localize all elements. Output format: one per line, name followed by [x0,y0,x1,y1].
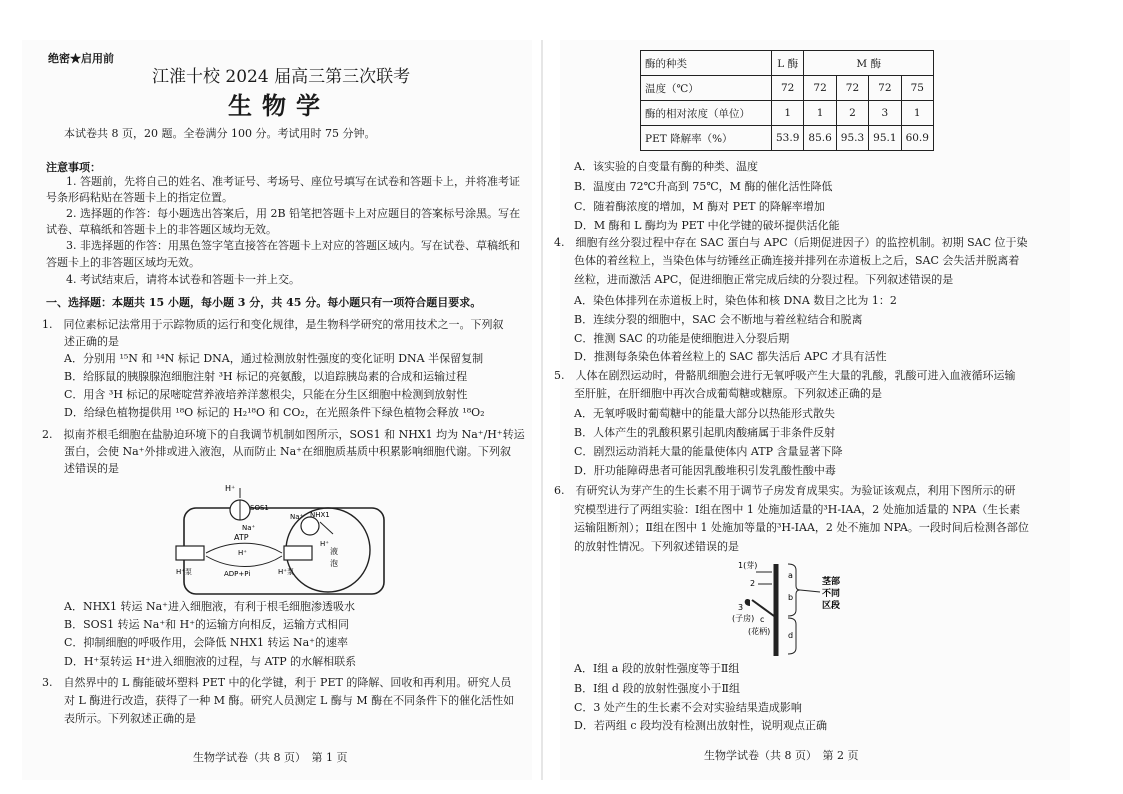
option-line: C．随着酶浓度的增加，M 酶对 PET 的降解率增加 [574,200,825,213]
question-stem: 丝粒，进而激活 APC，促进细胞正常完成后续的分裂过程。下列叙述错误的是 [574,273,954,286]
note-line: 2. 选择题的作答：每小题选出答案后，用 2B 铅笔把答题卡上对应题目的答案标号涂黑。写在 [66,207,521,220]
question-stem: 4. 细胞有丝分裂过程中存在 SAC 蛋白与 APC（后期促进因子）的监控机制。初期 SAC 位于染 [554,236,1028,249]
diagram-label: (花柄) [748,627,771,636]
option-line: C．剧烈运动消耗大量的能量使体内 ATP 含量显著下降 [574,445,843,458]
table-cell: 1 [901,101,933,126]
table-cell: 53.9 [772,126,804,151]
table-cell: L 酶 [772,51,804,76]
diagram-label: SOS1 [250,504,269,512]
table-cell: 95.3 [836,126,868,151]
note-line: 试卷、草稿纸和答题卡上的非答题区域均无效。 [46,223,277,236]
section-heading: 一、选择题：本题共 15 小题，每小题 3 分，共 45 分。每小题只有一项符合题目要求。 [46,296,482,309]
diagram-label: 泡 [330,559,338,568]
question-stem: 对 L 酶进行改造，获得了一种 M 酶。研究人员测定 L 酶与 M 酶在不同条件下的催化活性如 [64,694,515,707]
option-line: A．Ⅰ组 a 段的放射性强度等于Ⅱ组 [574,662,740,675]
question-stem: 蛋白，会使 Na⁺外排或进入液泡，从而防止 Na⁺在细胞质基质中积累影响细胞代谢。下列叙 [64,445,511,458]
option-line: B．Ⅰ组 d 段的放射性强度小于Ⅱ组 [574,682,740,695]
question-stem: 运输阻断剂）；Ⅱ组在图中 1 处施加等量的³H-IAA，2 处不施加 NPA。一段时间后检测各部位 [574,521,1029,534]
option-line: B．连续分裂的细胞中，SAC 会不断地与着丝粒结合和脱离 [574,313,863,326]
table-cell: 3 [869,101,901,126]
table-cell: 温度（℃） [641,76,772,101]
note-line: 4. 考试结束后，请将本试卷和答题卡一并上交。 [66,273,300,286]
diagram-label: 1(芽) [738,561,758,570]
note-line: 3. 非选择题的作答：用黑色签字笔直接答在答题卡上对应的答题区域内。写在试卷、草稿纸和 [66,239,520,252]
diagram-label: 不同 [822,589,841,599]
diagram-label: Na⁺ [290,513,304,521]
diagram-label: 3 [738,603,744,612]
table-row [641,101,934,126]
page-footer: 生物学试卷（共 8 页） 第 2 页 [704,749,859,762]
table-cell: 酶的相对浓度（单位） [641,101,772,126]
diagram-label: (子房) [732,614,755,623]
question-stem: 色体的着丝粒上，当染色体与纺锤丝正确连接并排列在赤道板上之后，SAC 会失活并脱离着 [574,254,1020,267]
question-stem: 的放射性情况。下列叙述错误的是 [574,540,739,553]
diagram-label: 茎部 [822,577,841,587]
table-cell: 72 [836,76,868,101]
diagram-label: H⁺ [320,540,329,548]
diagram-label: ATP [234,533,249,542]
diagram-label: Na⁺ [242,524,256,532]
option-line: C．3 处产生的生长素不会对实验结果造成影响 [574,701,802,714]
question-stem: 至肝脏，在肝细胞中再次合成葡萄糖或糖原。下列叙述正确的是 [574,387,882,400]
note-line: 1. 答题前，先将自己的姓名、准考证号、考场号、座位号填写在试卷和答题卡上，并将准考证 [66,175,520,188]
table-row [641,76,934,101]
table-cell: PET 降解率（%） [641,126,772,151]
option-line: A．染色体排列在赤道板上时，染色体和核 DNA 数目之比为 1：2 [574,294,897,307]
option-line: C．推测 SAC 的功能是使细胞进入分裂后期 [574,332,790,345]
diagram-label: a [788,571,793,580]
ovary-shape [745,599,750,606]
diagram-label: 液 [330,547,338,556]
option-line: C．抑制细胞的呼吸作用，会降低 NHX1 转运 Na⁺的速率 [64,636,348,649]
table-cell: 72 [804,76,836,101]
table-cell: 72 [772,76,804,101]
diagram-label: c [760,615,765,624]
exam-title: 江淮十校 2024 届高三第三次联考 [152,67,411,87]
diagram-label: ADP+Pi [224,570,251,578]
option-line: B．给豚鼠的胰腺腺泡细胞注射 ³H 标记的亮氨酸，以追踪胰岛素的合成和运输过程 [64,370,468,383]
note-line: 号条形码粘贴在答题卡上的指定位置。 [46,191,233,204]
table-cell: 95.1 [869,126,901,151]
option-line: A．无氧呼吸时葡萄糖中的能量大部分以热能形式散失 [574,407,835,420]
option-line: D．若两组 c 段均没有检测出放射性，说明观点正确 [574,719,827,732]
enzyme-table [640,50,934,151]
option-line: D．推测每条染色体着丝粒上的 SAC 都失活后 APC 才具有活性 [574,350,887,363]
diagram-label: 2 [750,579,756,588]
option-line: D．M 酶和 L 酶均为 PET 中化学键的破坏提供活化能 [574,219,840,232]
question-stem: 表所示。下列叙述正确的是 [64,712,196,725]
plant-stem-diagram [728,556,878,662]
salt-stress-cell-diagram [170,480,400,598]
option-line: B．温度由 72℃升高到 75℃，M 酶的催化活性降低 [574,180,833,193]
page-footer: 生物学试卷（共 8 页） 第 1 页 [193,751,348,764]
question-stem: 1. 同位素标记法常用于示踪物质的运行和变化规律，是生物科学研究的常用技术之一。下列叙 [42,318,504,331]
table-cell: 60.9 [901,126,933,151]
question-stem: 述正确的是 [64,335,119,348]
diagram-label: d [788,631,794,640]
option-line: C．用含 ³H 标记的尿嘧啶营养液培养洋葱根尖，只能在分生区细胞中检测到放射性 [64,388,468,401]
table-cell: 1 [804,101,836,126]
table-cell: 2 [836,101,868,126]
option-line: D．给绿色植物提供用 ¹⁸O 标记的 H₂¹⁸O 和 CO₂，在光照条件下绿色植物会释放 ¹⁸O₂ [64,406,485,419]
secret-label: 绝密★启用前 [48,52,114,65]
nhx1-protein [301,517,319,535]
subject-title: 生物学 [228,91,330,120]
question-stem: 究模型进行了两组实验：Ⅰ组在图中 1 处施加适量的³H-IAA，2 处施加适量的 NPA（生长素 [574,503,1021,516]
diagram-label: H⁺ [238,549,247,557]
option-line: B．人体产生的乳酸积累引起肌肉酸痛属于非条件反射 [574,426,836,439]
question-stem: 6. 有研究认为芽产生的生长素不用于调节子房发育成果实。为验证该观点，利用下图所示的研 [554,484,1016,497]
note-line: 答题卡上的非答题区域均无效。 [46,256,200,269]
question-stem: 3. 自然界中的 L 酶能破坏塑料 PET 中的化学键，利于 PET 的降解、回收和再利用。研究人员 [42,676,512,689]
page-fold [541,40,543,780]
table-row [641,126,934,151]
table-cell: 72 [869,76,901,101]
diagram-label: H⁺泵 [278,568,294,576]
table-row [641,51,934,76]
diagram-label: H⁺泵 [176,568,192,576]
diagram-label: b [788,593,794,602]
option-line: A．该实验的自变量有酶的种类、温度 [574,160,758,173]
table-cell: 酶的种类 [641,51,772,76]
option-line: A．NHX1 转运 Na⁺进入细胞液，有利于根毛细胞渗透吸水 [64,600,355,613]
diagram-label: 区段 [822,601,841,611]
table-cell: M 酶 [804,51,934,76]
option-line: B．SOS1 转运 Na⁺和 H⁺的运输方向相反，运输方式相同 [64,618,350,631]
h-pump-membrane [176,546,204,560]
h-pump-vacuole [284,546,312,560]
pedicel-branch [752,600,774,616]
question-stem: 述错误的是 [64,462,119,475]
table-cell: 85.6 [804,126,836,151]
table-cell: 75 [901,76,933,101]
diagram-label: NHX1 [310,511,330,519]
option-line: D．H⁺泵转运 H⁺进入细胞液的过程，与 ATP 的水解相联系 [64,655,357,668]
diagram-label: H⁺ [225,484,236,493]
exam-intro: 本试卷共 8 页，20 题。全卷满分 100 分。考试用时 75 分钟。 [64,127,376,140]
table-cell: 1 [772,101,804,126]
option-line: A．分别用 ¹⁵N 和 ¹⁴N 标记 DNA，通过检测放射性强度的变化证明 DNA 半保留复制 [64,352,484,365]
notes-heading: 注意事项： [46,161,101,174]
question-stem: 5. 人体在剧烈运动时，骨骼肌细胞会进行无氧呼吸产生大量的乳酸，乳酸可进入血液循环运输 [554,369,1016,382]
question-stem: 2. 拟南芥根毛细胞在盐胁迫环境下的自我调节机制如图所示，SOS1 和 NHX1 均为 Na⁺/H⁺转运 [42,428,525,441]
option-line: D．肝功能障碍患者可能因乳酸堆积引发乳酸性酸中毒 [574,464,836,477]
